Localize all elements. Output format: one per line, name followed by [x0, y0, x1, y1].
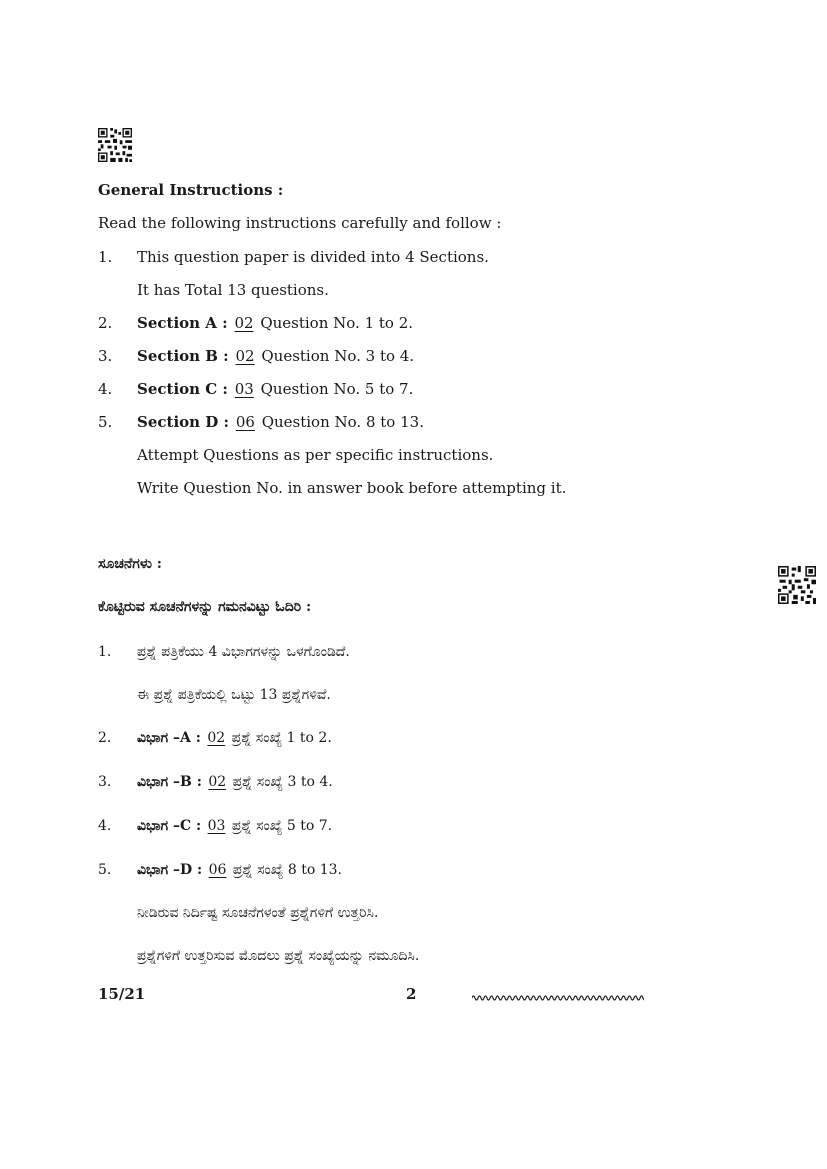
question-text: ಪ್ರಶ್ನೆ ಸಂಖ್ಯೆ	[232, 774, 284, 790]
item-number: 2.	[98, 314, 113, 332]
english-intro: Read the following instructions carefully and follow :	[98, 214, 502, 232]
kannada-note-1: ನೀಡಿರುವ ನಿರ್ದಿಷ್ಟ ಸೂಚನೆಗಳಂತೆ ಪ್ರಶ್ನೆಗಳಿಗೆ ಉತ್ತರಿಸಿ.	[137, 905, 379, 921]
kannada-note-2: ಪ್ರಶ್ನೆಗಳಿಗೆ ಉತ್ತರಿಸುವ ಮೊದಲು ಪ್ರಶ್ನೆ ಸಂಖ್ಯೆಯನ್ನು ನಮೂದಿಸಿ.	[137, 948, 420, 964]
question-text: Question No.	[261, 347, 361, 365]
item-number: 5.	[98, 862, 112, 878]
section-label: ವಿಭಾಗ –C :	[137, 818, 202, 834]
english-item-1-line-2: It has Total 13 questions.	[137, 281, 329, 299]
question-range: 1 to 2.	[364, 314, 414, 332]
english-note-2: Write Question No. in answer book before attempting it.	[137, 479, 567, 497]
question-count: 02	[207, 730, 226, 746]
kannada-heading: ಸೂಚನೆಗಳು :	[98, 556, 162, 572]
question-count: 02	[234, 314, 254, 332]
question-range: 8 to 13.	[365, 413, 424, 431]
english-note-1: Attempt Questions as per specific instructions.	[137, 446, 494, 464]
item-number: 3.	[98, 347, 113, 365]
english-heading: General Instructions :	[98, 181, 284, 199]
item-text: ಪ್ರಶ್ನೆ ಪತ್ರಿಕೆಯು 4 ವಿಭಾಗಗಳನ್ನು ಒಳಗೊಂಡಿದೆ.	[137, 644, 350, 660]
question-text: Question No.	[261, 413, 362, 431]
section-label: Section D :	[137, 413, 230, 431]
question-range: 5 to 7.	[286, 818, 333, 834]
section-label: ವಿಭಾಗ –A :	[137, 730, 201, 746]
section-label: Section C :	[137, 380, 228, 398]
question-count: 02	[235, 347, 255, 365]
question-text: ಪ್ರಶ್ನೆ ಸಂಖ್ಯೆ	[232, 862, 284, 878]
item-number: 1.	[98, 644, 112, 660]
item-text: This question paper is divided into 4 Sections.	[137, 248, 489, 266]
question-count: 03	[207, 818, 226, 834]
question-count: 06	[208, 862, 227, 878]
question-range: 1 to 2.	[286, 730, 332, 746]
question-count: 02	[208, 774, 227, 790]
question-text: ಪ್ರಶ್ನೆ ಸಂಖ್ಯೆ	[231, 730, 283, 746]
question-count: 03	[234, 380, 254, 398]
question-range: 5 to 7.	[364, 380, 414, 398]
section-label: Section A :	[137, 314, 228, 332]
item-number: 1.	[98, 248, 113, 266]
question-text: Question No.	[260, 314, 360, 332]
section-label: ವಿಭಾಗ –D :	[137, 862, 203, 878]
kannada-item-1-line-2: ಈ ಪ್ರಶ್ನೆ ಪತ್ರಿಕೆಯಲ್ಲಿ ಒಟ್ಟು 13 ಪ್ರಶ್ನೆಗಳಿವೆ.	[137, 687, 331, 703]
item-number: 5.	[98, 413, 113, 431]
section-label: Section B :	[137, 347, 229, 365]
question-range: 8 to 13.	[287, 862, 342, 878]
footer-paper-code: 15/21	[98, 985, 146, 1003]
qr-code-side-icon	[778, 566, 816, 604]
item-number: 3.	[98, 774, 112, 790]
question-text: ಪ್ರಶ್ನೆ ಸಂಖ್ಯೆ	[231, 818, 283, 834]
question-count: 06	[235, 413, 255, 431]
kannada-intro: ಕೊಟ್ಟಿರುವ ಸೂಚನೆಗಳನ್ನು ಗಮನವಿಟ್ಟು ಓದಿರಿ :	[98, 599, 312, 615]
qr-code-top-icon	[98, 128, 132, 162]
question-range: 3 to 4.	[287, 774, 333, 790]
section-label: ವಿಭಾಗ –B :	[137, 774, 202, 790]
wavy-line-icon	[472, 988, 644, 1007]
item-number: 2.	[98, 730, 112, 746]
footer-page-number: 2	[406, 985, 417, 1003]
item-number: 4.	[98, 818, 112, 834]
question-text: Question No.	[260, 380, 361, 398]
item-number: 4.	[98, 380, 113, 398]
question-range: 3 to 4.	[365, 347, 415, 365]
